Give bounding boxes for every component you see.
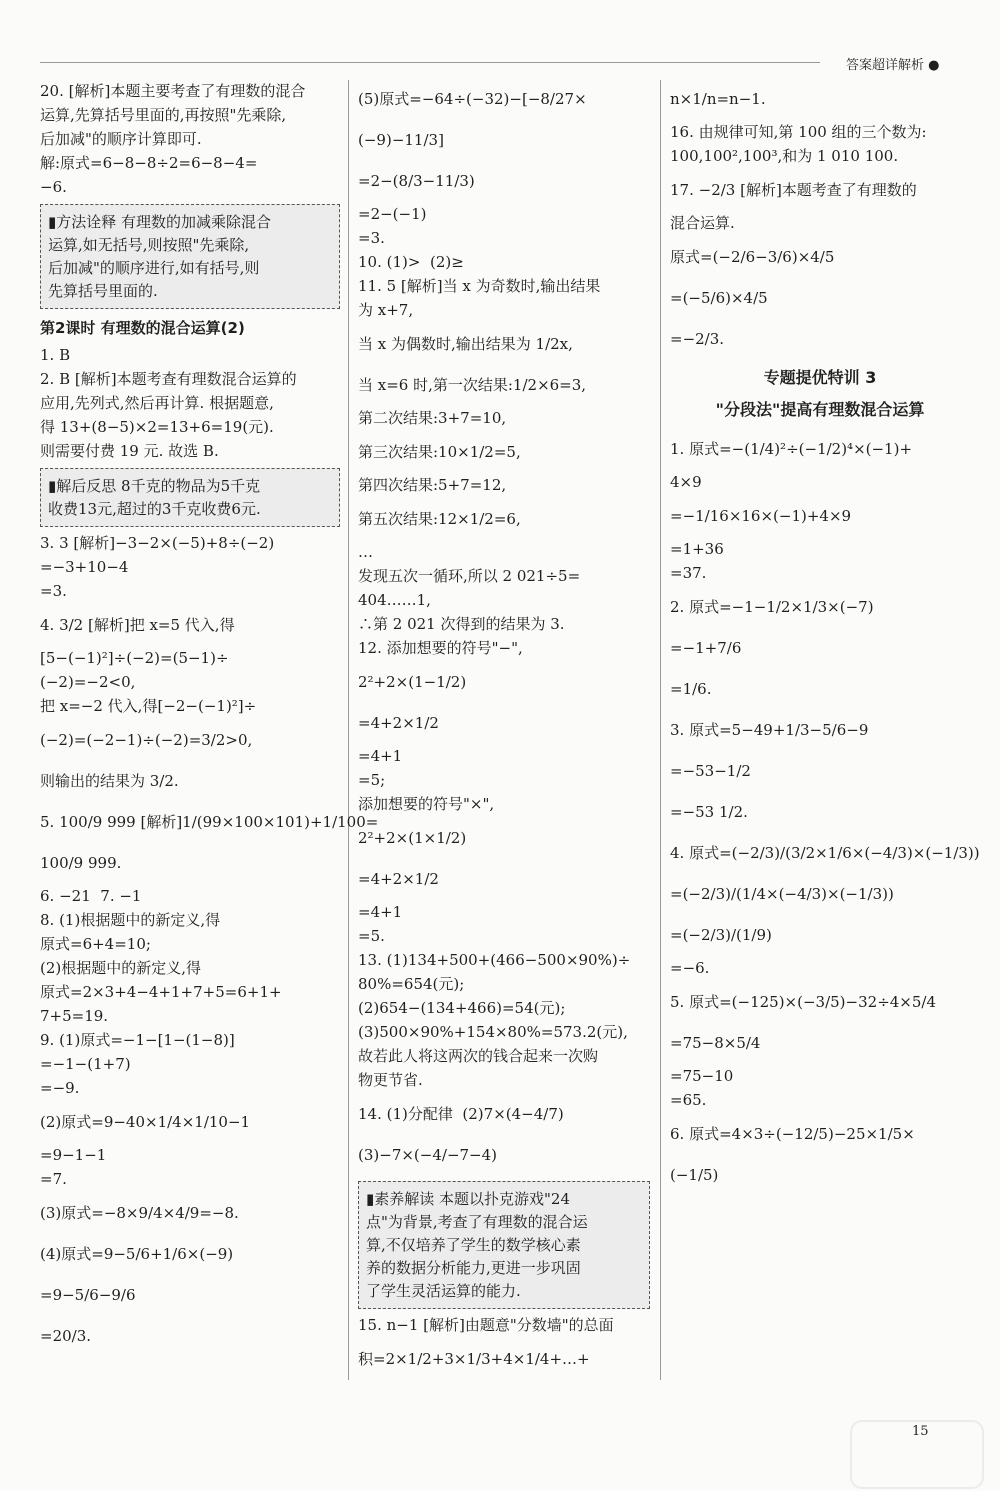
text-line: =−9. <box>40 1079 80 1097</box>
text-line: 解:原式=6−8−8÷2=6−8−4= <box>40 154 258 172</box>
text-line: 养的数据分析能力,更进一步巩固 <box>366 1259 581 1277</box>
text-line: 4×9 <box>670 473 702 491</box>
text-line: =9−5/6−9/6 <box>40 1286 136 1304</box>
text-line: =−53−1/2 <box>670 762 751 780</box>
answer-block <box>358 79 650 1175</box>
text-line: 后加减"的顺序计算即可. <box>40 130 202 148</box>
text-line: ∴第 2 021 次得到的结果为 3. <box>358 615 565 633</box>
text-line: 把 x=−2 代入,得[−2−(−1)²]÷ <box>40 697 257 715</box>
answer-block <box>40 533 379 1356</box>
reflection-note-box <box>40 468 340 527</box>
text-line: 了学生灵活运算的能力. <box>366 1282 521 1300</box>
text-line: 运算,如无括号,则按照"先乘除, <box>48 236 250 254</box>
text-line: 14. (1)分配律 (2)7×(4−4/7) <box>358 1105 564 1123</box>
text-line: 4. 3/2 [解析]把 x=5 代入,得 <box>40 616 235 634</box>
text-line: =75−10 <box>670 1067 734 1085</box>
text-line: 20. [解析]本题主要考查了有理数的混合 <box>40 82 306 100</box>
text-line: =7. <box>40 1170 67 1188</box>
text-line: 则输出的结果为 3/2. <box>40 772 179 790</box>
topic-subtitle: "分段法"提高有理数混合运算 <box>715 400 925 419</box>
text-line: =75−8×5/4 <box>670 1034 761 1052</box>
text-line: 2²+2×(1−1/2) <box>358 673 467 691</box>
text-line: 第三次结果:10×1/2=5, <box>358 443 521 461</box>
text-line: 5. 原式=(−125)×(−3/5)−32÷4×5/4 <box>670 993 937 1011</box>
section-title: 第2课时 有理数的混合运算(2) <box>40 319 245 337</box>
topic-title: 专题提优特训 3 <box>763 368 877 387</box>
text-line: 得 13+(8−5)×2=13+6=19(元). <box>40 418 274 436</box>
text-line: 运算,先算括号里面的,再按照"先乘除, <box>40 106 287 124</box>
text-line: 6. 原式=4×3÷(−12/5)−25×1/5× <box>670 1125 915 1143</box>
text-line: … <box>358 543 373 561</box>
text-line: [5−(−1)²]÷(−2)=(5−1)÷ <box>40 649 229 667</box>
text-line: =1/6. <box>670 680 712 698</box>
text-line: =9−1−1 <box>40 1146 107 1164</box>
text-line: (3)原式=−8×9/4×4/9=−8. <box>40 1204 239 1222</box>
text-line: =3. <box>358 229 385 247</box>
text-line: =4+1 <box>358 903 403 921</box>
text-line: 3. 3 [解析]−3−2×(−5)+8÷(−2) <box>40 534 275 552</box>
answer-block <box>358 1315 650 1379</box>
text-line: =4+2×1/2 <box>358 870 439 888</box>
text-line: 原式=2×3+4−4+1+7+5=6+1+ <box>40 983 282 1001</box>
text-line: ▮素养解读 本题以扑克游戏"24 <box>366 1190 571 1208</box>
text-line: 3. 原式=5−49+1/3−5/6−9 <box>670 721 869 739</box>
text-line: =−1−(1+7) <box>40 1055 131 1073</box>
column-right <box>670 78 980 1196</box>
text-line: (3)−7×(−4/−7−4) <box>358 1146 498 1164</box>
text-line: 10. (1)> (2)≥ <box>358 253 464 271</box>
text-line: 17. −2/3 [解析]本题考查了有理数的 <box>670 181 917 199</box>
text-line: (−1/5) <box>670 1166 719 1184</box>
text-line: =(−5/6)×4/5 <box>670 289 768 307</box>
text-line: (2)原式=9−40×1/4×1/10−1 <box>40 1113 251 1131</box>
text-line: (3)500×90%+154×80%=573.2(元), <box>358 1023 628 1041</box>
column-middle <box>358 78 650 1380</box>
text-line: 5. 100/9 999 [解析]1/(99×100×101)+1/100= <box>40 813 379 831</box>
text-line: 点"为背景,考查了有理数的混合运 <box>366 1213 588 1231</box>
text-line: 第二次结果:3+7=10, <box>358 409 507 427</box>
text-line: 100/9 999. <box>40 854 122 872</box>
text-line: 收费13元,超过的3千克收费6元. <box>48 500 261 518</box>
text-line: 混合运算. <box>670 214 735 232</box>
text-line: =65. <box>670 1091 707 1109</box>
text-line: 15. n−1 [解析]由题意"分数墙"的总面 <box>358 1316 614 1334</box>
column-left <box>40 78 379 1357</box>
text-line: (2)根据题中的新定义,得 <box>40 959 202 977</box>
text-line: 2. 原式=−1−1/2×1/3×(−7) <box>670 598 874 616</box>
answer-block <box>670 79 970 359</box>
text-line: −6. <box>40 178 67 196</box>
text-line: =4+2×1/2 <box>358 714 439 732</box>
text-line: =1+36 <box>670 540 724 558</box>
text-line: 应用,先列式,然后再计算. 根据题意, <box>40 394 274 412</box>
text-line: 算,不仅培养了学生的数学核心素 <box>366 1236 581 1254</box>
text-line: (−2)=−2<0, <box>40 673 136 691</box>
text-line: 第五次结果:12×1/2=6, <box>358 510 521 528</box>
text-line: 13. (1)134+500+(466−500×90%)÷ <box>358 951 631 969</box>
text-line: (5)原式=−64÷(−32)−[−8/27× <box>358 90 587 108</box>
text-line: =−53 1/2. <box>670 803 748 821</box>
text-line: =3. <box>40 582 67 600</box>
text-line: n×1/n=n−1. <box>670 90 766 108</box>
text-line: =(−2/3)/(1/4×(−4/3)×(−1/3)) <box>670 885 894 903</box>
text-line: 原式=(−2/6−3/6)×4/5 <box>670 248 835 266</box>
text-line: (4)原式=9−5/6+1/6×(−9) <box>40 1245 234 1263</box>
text-line: 100,100²,100³,和为 1 010 100. <box>670 147 899 165</box>
text-line: 404……1, <box>358 591 431 609</box>
text-line: 2. B [解析]本题考查有理数混合运算的 <box>40 370 297 388</box>
text-line: 1. B <box>40 346 71 364</box>
method-note-box <box>40 204 340 309</box>
text-line: 积=2×1/2+3×1/3+4×1/4+…+ <box>358 1350 590 1368</box>
text-line: 4. 原式=(−2/3)/(3/2×1/6×(−4/3)×(−1/3)) <box>670 844 980 862</box>
text-line: 7+5=19. <box>40 1007 109 1025</box>
text-line: 12. 添加想要的符号"−", <box>358 639 523 657</box>
text-line: =5. <box>358 927 385 945</box>
text-line: =−2/3. <box>670 330 725 348</box>
text-line: 8. (1)根据题中的新定义,得 <box>40 911 221 929</box>
text-line: =(−2/3)/(1/9) <box>670 926 772 944</box>
column-divider <box>348 80 349 1380</box>
text-line: 2²+2×(1×1/2) <box>358 829 467 847</box>
text-line: 物更节省. <box>358 1071 423 1089</box>
text-line: =−6. <box>670 959 710 977</box>
text-line: =20/3. <box>40 1327 92 1345</box>
text-line: ▮解后反思 8千克的物品为5千克 <box>48 477 261 495</box>
text-line: =4+1 <box>358 747 403 765</box>
text-line: 先算括号里面的. <box>48 282 158 300</box>
literacy-note-box <box>358 1181 650 1309</box>
text-line: =2−(8/3−11/3) <box>358 172 475 190</box>
text-line: 故若此人将这两次的钱合起来一次购 <box>358 1047 599 1065</box>
text-line: ▮方法诠释 有理数的加减乘除混合 <box>48 213 272 231</box>
text-line: 添加想要的符号"×", <box>358 795 495 813</box>
text-line: 80%=654(元); <box>358 975 465 993</box>
text-line: 6. −21 7. −1 <box>40 887 142 905</box>
text-line: 16. 由规律可知,第 100 组的三个数为: <box>670 123 927 141</box>
text-line: 9. (1)原式=−1−[1−(1−8)] <box>40 1031 235 1049</box>
text-line: 11. 5 [解析]当 x 为奇数时,输出结果 <box>358 277 601 295</box>
text-line: =37. <box>670 564 707 582</box>
header-title: 答案超详解析 ● <box>846 58 940 73</box>
text-line: 发现五次一循环,所以 2 021÷5= <box>358 567 581 585</box>
text-line: (−2)=(−2−1)÷(−2)=3/2>0, <box>40 731 253 749</box>
text-line: =−1+7/6 <box>670 639 742 657</box>
answer-block <box>40 345 340 462</box>
column-divider <box>660 80 661 1380</box>
text-line: =−1/16×16×(−1)+4×9 <box>670 507 852 525</box>
text-line: 原式=6+4=10; <box>40 935 151 953</box>
text-line: =5; <box>358 771 386 789</box>
text-line: 当 x=6 时,第一次结果:1/2×6=3, <box>358 376 587 394</box>
text-line: 为 x+7, <box>358 301 414 319</box>
answer-block <box>670 429 980 1195</box>
text-line: (2)654−(134+466)=54(元); <box>358 999 566 1017</box>
text-line: 当 x 为偶数时,输出结果为 1/2x, <box>358 335 573 353</box>
header-rule <box>40 62 820 63</box>
answer-block <box>40 81 340 198</box>
text-line: (−9)−11/3] <box>358 131 444 149</box>
text-line: 后加减"的顺序进行,如有括号,则 <box>48 259 260 277</box>
text-line: 1. 原式=−(1/4)²÷(−1/2)⁴×(−1)+ <box>670 440 913 458</box>
text-line: =2−(−1) <box>358 205 427 223</box>
text-line: 第四次结果:5+7=12, <box>358 476 507 494</box>
text-line: 则需要付费 19 元. 故选 B. <box>40 442 219 460</box>
page-number: 15 <box>912 1424 929 1439</box>
text-line: =−3+10−4 <box>40 558 129 576</box>
